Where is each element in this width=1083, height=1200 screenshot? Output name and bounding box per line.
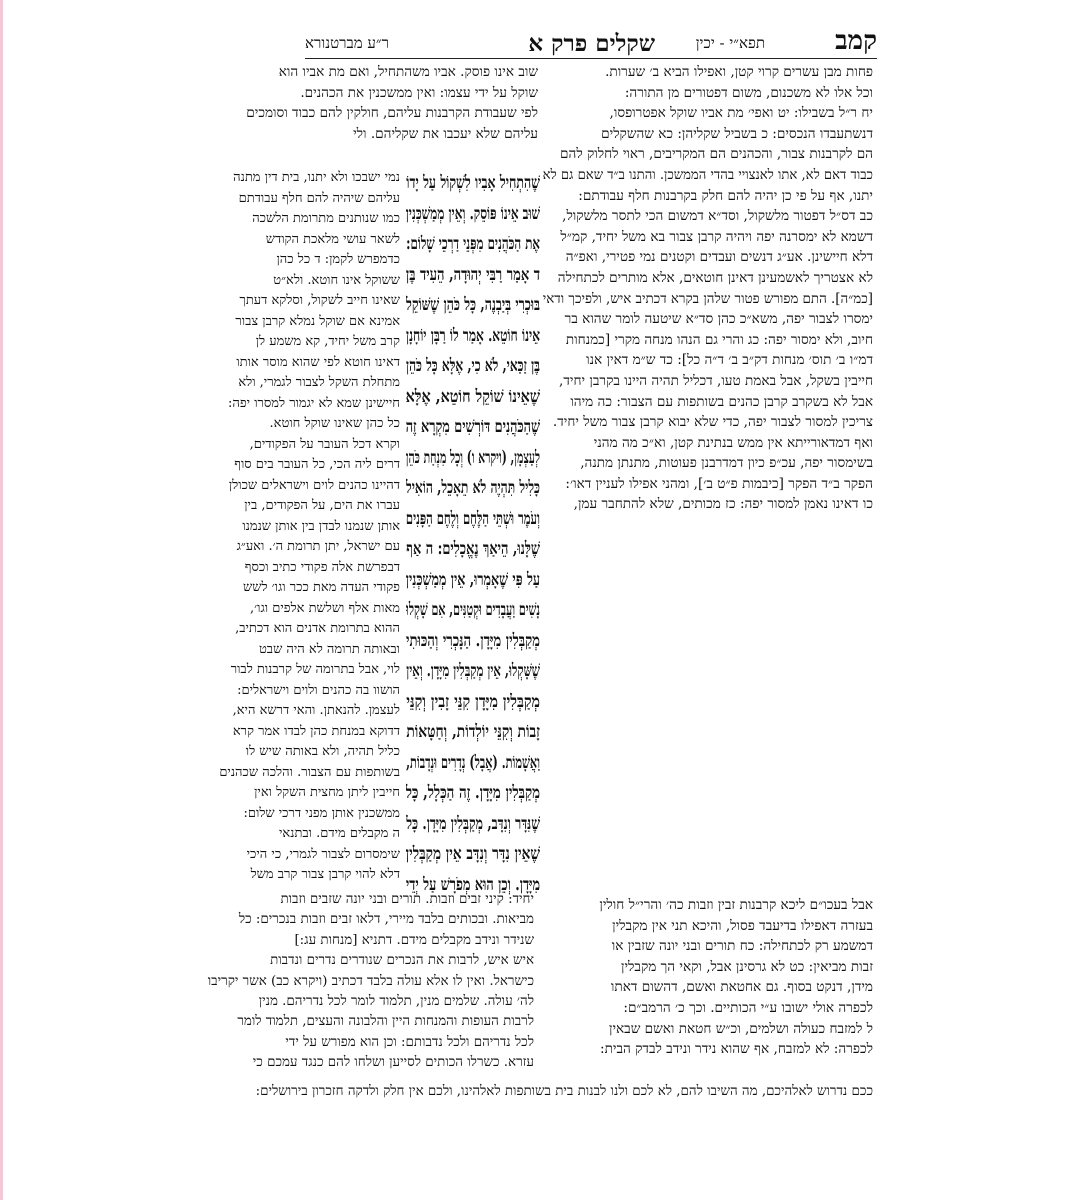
bartenura-line: נמי ישבכו ולא יתנו, בית דין מתנה <box>233 170 400 185</box>
bartenura-line: קרב משל יחיד, קא משמע לן <box>255 334 400 349</box>
bartenura-line: אותן שנמנו לבדן בין אותן שנמנו <box>242 518 400 534</box>
yachin-line: חייבין בשקל, אבל באמת טעו, דכליל תהיה היינו בקרבן יחיד, <box>559 372 873 389</box>
bartenura-line: דהיינו כהנים לוים וישראלים שכולן <box>228 477 400 493</box>
mishna-line: שׁוּב אֵינוֹ פּוֹסֵק. וְאֵין מְמַשְׁכְּנִין <box>406 203 540 224</box>
yachin-line: כב דס״ל דפטור מלשקול, וסד״א דמשום הכי לתסר מלשקול, <box>562 208 873 225</box>
bartenura-line: עליהם שיהיה להם חלף עבודתם <box>238 190 400 206</box>
mishna-text <box>406 168 540 906</box>
bartenura-line: שוקל על ידי עצמו: ואין ממשכנין את הכהנים. <box>300 84 538 101</box>
bartenura-line: כליל תהיה, ולא באותה שיש לו <box>245 744 400 759</box>
bartenura-line: כישראל. ואין לו אלא עולה בלבד דכתיב (ויקרא כב) אשר יקריבו <box>207 973 534 989</box>
yachin-line: חיוב, ולא ימסור יפה: כג והרי גם הנהו מנחה מקרי [כמנחות <box>565 331 873 348</box>
yachin-line: אבל לא בשקרב קרבן כהנים בשותפות עם הצבור: כה מיהו <box>570 393 873 410</box>
bartenura-line: בשותפות עם הצבור. והלכה שכהנים <box>219 764 400 780</box>
bartenura-line: ההוא בתרומת אדנים הוא דכתיב, <box>235 621 400 636</box>
mishna-line: נָשִׁים וַעֲבָדִים וּקְטַנִּים, אִם שָׁקְלוּ <box>406 600 540 620</box>
bartenura-line: דבפרשת אלה פקודי כתיב וכסף <box>244 559 400 575</box>
yachin-line: יתנו, אף על פי כן יהיה להם חלק בקרבנות חלף עבודתם: <box>578 187 873 204</box>
bartenura-line: שאינו חייב לשקול, וסלקא דעתך <box>239 293 400 308</box>
bartenura-line: לרבות העופות והמנחות היין והלבונה והעצים, תלמוד לומר <box>237 1014 534 1030</box>
mishna-line: שֶׁהַכֹּהֲנִים דּוֹרְשִׁים מִקְרָא זֶה <box>406 417 540 437</box>
bartenura-line: עם ישראל, יתן תרומת ה׳. ואע״ג <box>236 539 400 554</box>
yachin-commentary-top <box>543 62 873 890</box>
bartenura-line: פקודי העדה מאת ככר וגו׳ לשש <box>243 580 400 595</box>
yachin-line: פחות מבן עשרים קרוי קטן, ואפילו הביא ב׳ שערות. <box>605 64 873 80</box>
bartenura-line: לה׳ עולה. שלמים מנין, תלמוד לומר לכל נדריהם. מנין <box>258 994 534 1010</box>
mishna-line: שֶׁהִתְחִיל אָבִיו לִשְׁקוֹל עַל יָדוֹ <box>406 173 540 193</box>
bartenura-line: ה מקבלים מידם. ובתנאי <box>279 826 400 841</box>
page-footer-line <box>200 1082 873 1102</box>
bartenura-line: עברו את הים, על הפקודים, בין <box>244 498 400 513</box>
bartenura-line: חיישינן שמא לא יגמור למסרו יפה: <box>227 395 400 411</box>
yachin-line: ימסרו לצבור יפה, משא״כ כהן סד״א שיטעה לומר שהוא בר <box>564 311 873 328</box>
bartenura-line: שימסרום לצבור לגמרי, כי היכי <box>246 846 400 862</box>
yachin-line: כו דאינו נאמן למסור יפה: כז מכותים, שלא להתחבר עמן, <box>573 496 873 513</box>
bartenura-line: עזרא. כשרלו הכותים לסייען ושלחו להם כנגד עמכם כי <box>252 1055 534 1071</box>
yachin-line: בשימסור יפה, עכ״פ כיון דמדרבנן פעוטות, מתנתן מתנה, <box>580 455 873 472</box>
bartenura-line: דדוקא במנחת כהן לבדו אמר קרא <box>232 723 400 739</box>
yachin-line: ואף דמדאורייתא אין ממש בנתינת קטן, וא״כ מה מהני <box>593 434 873 451</box>
yachin-line: בעזרה דאפילו בדיעבד פסול, והיכא תני אין מקבלין <box>612 917 873 934</box>
mishna-line: אֵינוֹ חוֹטֵא. אָמַר לוֹ רַבָּן יוֹחָנָן <box>406 325 540 346</box>
mishna-line: כָּלִיל תִּהְיֶה לֹא תֵאָכֵל, הוֹאִיל <box>406 478 540 498</box>
mishna-line: בֶּן זַכַּאי, לֹא כִי, אֶלָּא כָּל כֹּהֵן <box>406 356 540 376</box>
mishna-line: שֶׁלָּנוּ, הֵיאַךְ נֶאֱכָלִים: ה אַף <box>406 539 540 559</box>
yachin-line: לא אצטריך לאשמעינן דאינן חוטאים, אלא מותרים לכתחילה <box>557 269 873 286</box>
yachin-line: דשמא לא ימסרנה יפה ויהיה קרבן צבור בא משל יחיד, קמ״ל <box>560 228 873 245</box>
yachin-line: דמ״ו ב׳ תוס׳ מנחות דק״ב ב׳ ד״ה כל]: כד ש״מ דאין אנו <box>586 352 873 369</box>
yachin-line: הפקר ב״ד הפקר [כיבמות פ״ט ב׳], ומהני אפילו לעניין דאו׳: <box>565 475 873 492</box>
bartenura-line: מאות אלף ושלשת אלפים וגו׳, <box>250 600 400 616</box>
yachin-line: דלא חיישינן. אע״ג דנשים ועבדים וקטנים נמי פטירי, ואפ״ה <box>565 249 873 266</box>
footer-text: ככם נדרוש לאלהיכם, מה השיבו להם, לא לכם ולנו לבנות בית בשותפות לאלהינו, ולכם אין חלק ולדקה חזכרון בירושלים: <box>255 1084 873 1099</box>
mishna-lines <box>406 168 540 906</box>
bartenura-commentary-bottom <box>200 890 534 1074</box>
yachin-line: ל למזבח כעולה ושלמים, וכ״ש חטאת ואשם שבאין <box>608 1020 873 1037</box>
yachin-line: אבל בעכו״ם ליכא קרבנות זבין וזבות כה׳ והרי״ל חולין <box>599 897 873 913</box>
page-number: קמב <box>835 26 877 56</box>
bartenura-line: מביאות. ובכותים בלבד מיירי, דלאו זבים וזבות בנכרים: כל <box>238 912 534 928</box>
bartenura-line: כל כהן שאינו שוקל חוטא. <box>269 416 400 431</box>
yachin-line: צריכין למסור לצבור יפה, כדי שלא יבוא קרבן צבור משל יחיד. <box>552 414 873 431</box>
bartenura-line: דלא להוי קרבן צבור קרב משל <box>250 867 400 882</box>
bartenura-line: ממשכנין אותן מפני דרכי שלום: <box>243 805 400 821</box>
yachin-line: הם לקרבנות צבור, והכהנים הם המקריבים, ראוי לחלוק להם <box>560 146 873 163</box>
mishna-line: עַל פִּי שֶׁאָמְרוּ, אֵין מְמַשְׁכְּנִין <box>406 569 540 590</box>
bartenura-line: ובאותה תרומה לא היה שבט <box>258 641 400 657</box>
bartenura-line: וקרא דכל העובר על הפקודים, <box>249 436 400 452</box>
bartenura-line: לפי שעבודת הקרבנות עליהם, חולקין להם כבוד וסומכים <box>246 105 538 121</box>
bartenura-line: דרים ליה הכי, כל העובר בים סוף <box>234 457 400 472</box>
page-edge <box>0 0 3 1200</box>
bartenura-line: לוי, אבל בתרומה של קרבנות לבור <box>230 662 400 677</box>
bartenura-line: הושוו בה כהנים ולוים וישראלים: <box>237 682 400 698</box>
mishna-line: אֶת הַכֹּהֲנִים מִפְּנֵי דַרְכֵי שָׁלוֹם: <box>406 234 540 254</box>
mishna-line: שֶׁנִּדָּר וְנִדָּב, מְקַבְּלִין מִיָּדָן. כָּל <box>406 813 540 834</box>
bartenura-line: לעצמן. להנאתן. והאי דרשא היא, <box>232 703 400 718</box>
yachin-line: וכל אלו לא משכנום, משום דפטורים מן התורה: <box>624 84 873 101</box>
bartenura-line: אמינא אם שוקל נמלא קרבן צבור <box>235 313 400 329</box>
mishna-line: מִיָּדָן. וְכֵן הוּא מְפֹרָשׁ עַל יְדֵי <box>406 874 540 895</box>
mishna-line: לְעַצְמָן, (ויקרא ו) וְכָל מִנְחַת כֹּהֵן <box>406 447 540 468</box>
bartenura-line: שנידר ונידב מקבלים מידם. דתניא [מנחות עג:] <box>294 932 534 948</box>
mishna-line: מְקַבְּלִין מִיָּדָן. הַנָּכְרִי וְהַכּוּתִי <box>406 630 540 651</box>
bartenura-commentary-top <box>200 62 538 162</box>
bartenura-line: עליהם שלא יעכבו את שקליהם. ולי <box>353 125 538 142</box>
yachin-line: יח ר״ל בשבילו: יט ואפי׳ מת אביו שוקל אפטרופסו, <box>609 105 873 122</box>
page-header <box>305 28 877 59</box>
bartenura-line: יחיד: קיני זבים וזבות. תורים ובני יונה שזבים וזבות <box>280 892 534 907</box>
bartenura-commentary-column <box>200 168 400 890</box>
yachin-line: דנשתעבדו הנכסים: כ בשביל שקליהן: כא שהשקלים <box>601 125 873 142</box>
bartenura-line: כמו שנותנים מתרומת הלשכה <box>252 211 400 226</box>
bottom-commentary <box>200 890 873 1080</box>
bartenura-line: ששוקל אינו חוטא. ולא״ט <box>273 272 400 288</box>
yachin-line: זבות מביאין: כט לא גרסינן אבל, וקאי הך מקבלין <box>621 958 873 975</box>
bartenura-line: חייבין ליתן מחצית השקל ואין <box>254 785 400 800</box>
mishna-line: מְקַבְּלִין מִיָּדָן. זֶה הַכְּלָל, כָּל <box>406 783 540 803</box>
yachin-line: לכפרה: לא למזבח, אף שהוא נידר ונידב לבדק הבית: <box>600 1041 873 1058</box>
mishna-line: זָבוֹת וְקִנֵּי יוֹלְדוֹת, וְחַטָּאוֹת <box>406 722 540 742</box>
bartenura-line: לכל נדריהם ולכל נדבותם: וכן הוא מפורש על ידי <box>285 1034 534 1050</box>
running-head-tiferet: תפא״י - יכין <box>695 34 765 52</box>
yachin-line: מידן, דנקט בסוף. גם אחטאת ואשם, דהשום דאתו <box>610 979 873 996</box>
mishna-line: בּוּכְרִי בְּיַבְנֶה, כָּל כֹּהֵן שֶׁשּׁוֹקֵל <box>406 295 540 315</box>
bartenura-line: לשאר עושי מלאכת הקודש <box>265 231 400 247</box>
mishna-line: וְעֹמֶר וּשְׁתֵּי הַלֶּחֶם וְלֶחֶם הַפָּנִים <box>406 508 540 529</box>
mishna-line: שֶׁאֵינוֹ שׁוֹקֵל חוֹטֵא, אֶלָּא <box>406 386 540 407</box>
yachin-line: כבוד דאם לא, אתו לאנצויי בהדי הממשכן. והתנו ב״ד שאם גם לא <box>543 166 873 183</box>
mishna-line: וַאֲשָׁמוֹת. (אֲבָל) נְדָרִים וּנְדָבוֹת, <box>406 752 540 773</box>
running-head-commentator: ר״ע מברטנורא <box>305 34 389 52</box>
mishna-line: שֶׁשָּׁקְלוּ, אֵין מְקַבְּלִין מִיָּדָן. וְאֵין <box>406 661 540 681</box>
mishna-line: שֶׁאֵין נִדָּר וְנִדָּב אֵין מְקַבְּלִין <box>406 844 540 864</box>
yachin-line: [כמ״ה]. התם מפורש פטור שלהן בקרא דכתיב איש, ולפיכך ודאי <box>543 290 873 307</box>
tractate-title: שקלים פרק א <box>528 30 655 57</box>
bartenura-line: איש איש, לרבות את הנכרים שנודרים נדרים ונדבות <box>270 953 534 969</box>
mishna-line: מְקַבְּלִין מִיָּדָן קִנֵּי זָבִין וְקִנֵּי <box>406 691 540 712</box>
bartenura-line: מתחלת השקל לצבור לגמרי, ולא <box>238 375 400 390</box>
yachin-line: לכפרה אולי ישובו ע״י הכותיים. וכך כ׳ הרמב״ם: <box>623 999 873 1016</box>
yachin-line: דמשמע רק לכתחילה: כח תורים ובני יונה שזבין או <box>611 938 873 955</box>
bartenura-line: שוב אינו פוסק. אביו משהתחיל, ואם מת אביו הוא <box>278 64 538 80</box>
bartenura-line: כדמפרש לקמן: ד כל כהן <box>276 252 400 267</box>
mishna-line: ד אָמַר רַבִּי יְהוּדָה, הֵעִיד בֶּן <box>406 264 540 285</box>
bartenura-line: דאינו חוטא לפי שהוא מוסר אותו <box>236 354 400 370</box>
